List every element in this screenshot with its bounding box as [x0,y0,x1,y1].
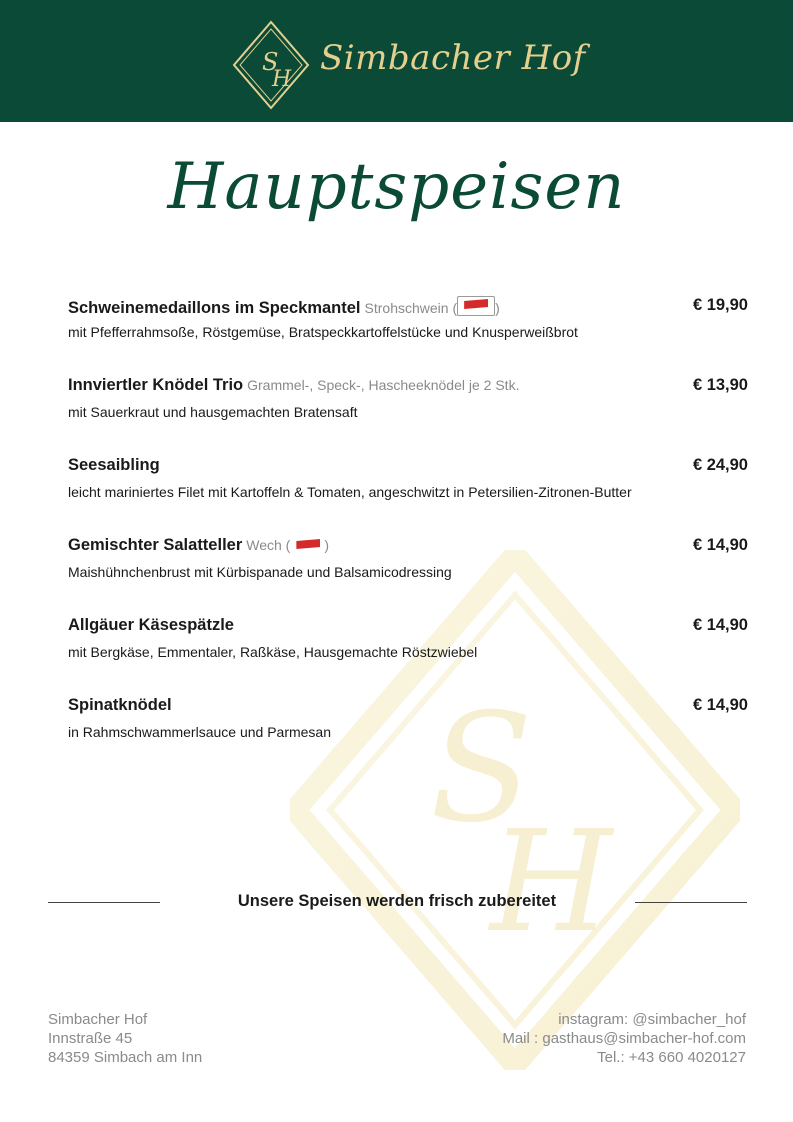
dish-price: € 14,90 [692,536,748,554]
dish-price: € 24,90 [692,456,748,474]
menu-item [68,616,748,660]
footer-contact [502,1010,746,1067]
svg-text:H: H [490,801,613,964]
brand-name: Simbacher Hof [320,38,586,78]
footer-phone: Tel.: +43 660 4020127 [597,1049,746,1066]
svg-text:H: H [272,67,292,92]
svg-text:S: S [430,682,533,856]
dish-description: in Rahmschwammerlsauce und Parmesan [68,724,331,740]
divider-left [48,902,160,903]
dish-note [247,377,519,393]
monogram-logo-icon [232,20,310,110]
dish-note-text: Strohschwein [364,300,449,316]
dish-note-text: Grammel-, Speck-, Hascheeknödel je 2 Stk. [247,377,520,393]
dish-price: € 14,90 [692,616,748,634]
flag-icon [296,539,320,549]
menu-item [68,696,748,740]
tagline: Unsere Speisen werden frisch zubereitet [237,892,557,910]
dish-name: Allgäuer Käsespätzle [68,616,234,634]
menu-item [68,536,748,580]
footer-name: Simbacher Hof [48,1011,148,1028]
dish-price: € 13,90 [692,376,748,394]
page-title: Hauptspeisen [167,150,626,224]
footer-mail: Mail : gasthaus@simbacher-hof.com [502,1030,746,1047]
menu-item [68,456,748,500]
animal-welfare-badge-icon [457,296,495,316]
footer-street: Innstraße 45 [48,1030,133,1047]
dish-name: Schweinemedaillons im Speckmantel [68,299,361,317]
flag-icon [464,299,488,309]
menu-item [68,376,748,420]
footer-instagram: instagram: @simbacher_hof [558,1011,746,1028]
dish-note: Strohschwein ( ) [365,300,500,316]
footer-city: 84359 Simbach am Inn [48,1049,203,1066]
dish-name: Spinatknödel [68,696,172,714]
menu-item [68,296,748,340]
dish-name: Innviertler Knödel Trio [68,376,244,394]
dish-name: Seesaibling [68,456,160,474]
footer-address [48,1010,202,1067]
dish-description: leicht mariniertes Filet mit Kartoffeln & Tomaten, angeschwitzt in Petersilien-Zitronen-Butter [68,484,632,500]
svg-text:S: S [262,48,279,76]
dish-description: mit Bergkäse, Emmentaler, Raßkäse, Hausgemachte Röstzwiebel [68,644,478,660]
animal-welfare-badge-icon [290,537,324,553]
dish-note: Wech ( ) [246,537,330,553]
dish-price: € 19,90 [692,296,748,314]
dish-description: mit Sauerkraut und hausgemachten Bratensaft [68,404,358,420]
dish-description: Maishühnchenbrust mit Kürbispanade und Balsamicodressing [68,564,452,580]
dish-price: € 14,90 [692,696,748,714]
divider-right [635,902,747,903]
dish-name: Gemischter Salatteller [68,536,243,554]
dish-description: mit Pfefferrahmsoße, Röstgemüse, Bratspeckkartoffelstücke und Knusperweißbrot [68,324,578,340]
header-banner [0,0,793,122]
dish-note-text: Wech [246,537,282,553]
